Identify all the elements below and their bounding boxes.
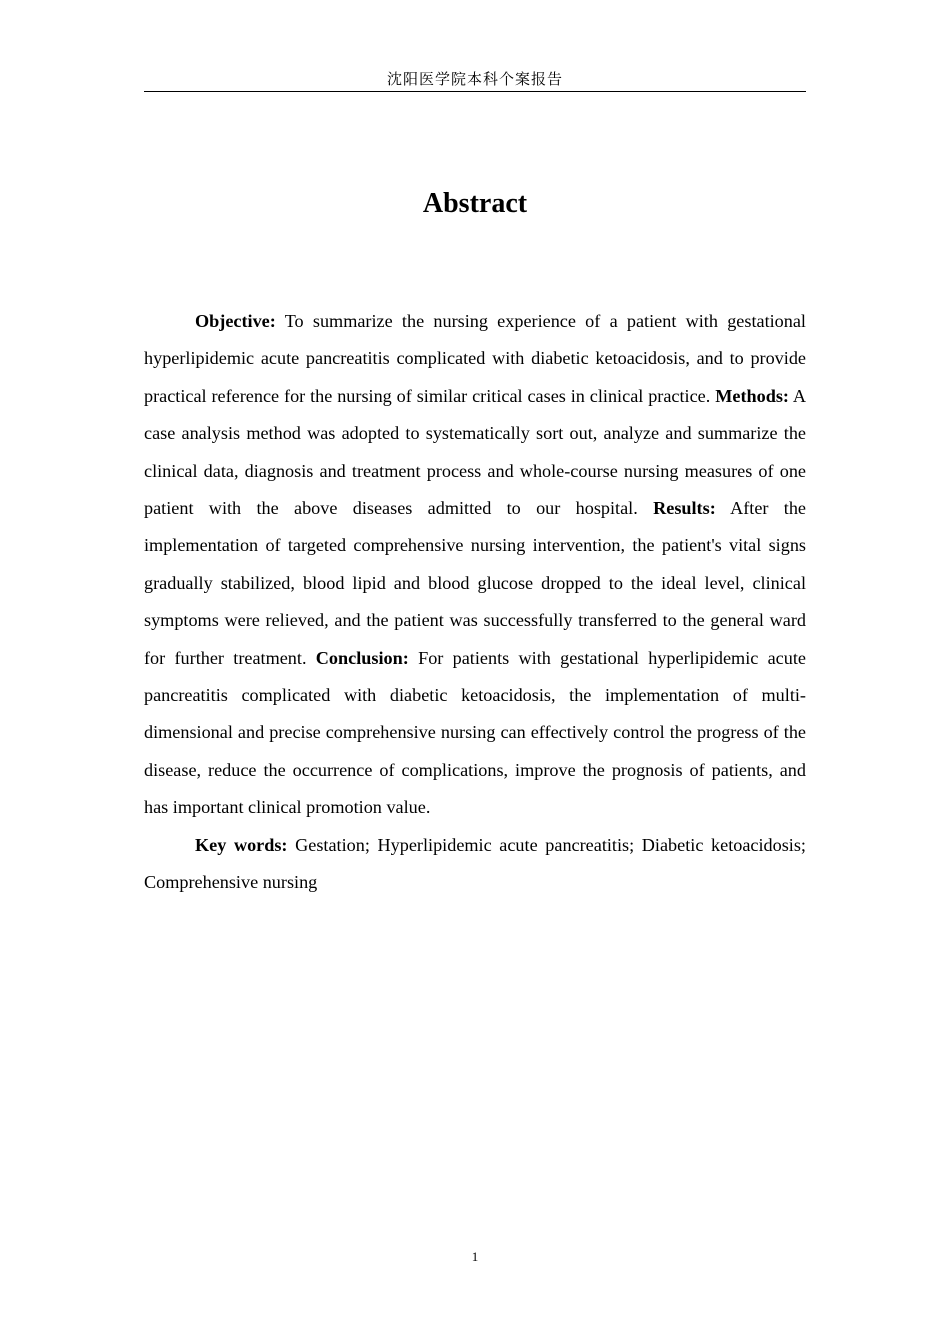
abstract-body <box>144 303 806 902</box>
conclusion-text: For patients with gestational hyperlipidemic acute pancreatitis complicated with diabetic ketoacidosis, the implementation of multi-dimensional and precise comprehensive nursing can effectively control the progress of the disease, reduce the occurrence of complications, improve the prognosis of patients, and has important clinical promotion value. <box>144 647 806 818</box>
running-header: 沈阳医学院本科个案报告 <box>386 70 563 88</box>
objective-label: Objective: <box>195 311 276 331</box>
conclusion-label: Conclusion: <box>315 647 409 668</box>
page-number: 1 <box>471 1249 479 1264</box>
keywords-paragraph <box>144 827 806 902</box>
objective-text: To summarize the nursing experience of a patient with gestational hyperlipidemic acute pancreatitis complicated with diabetic ketoacidosis, and to provide practical reference for the nursing of similar critical cases in clinical practice. <box>144 311 806 406</box>
results-text: After the implementation of targeted comprehensive nursing intervention, the patient's vital signs gradually stabilized, blood lipid and blood glucose dropped to the ideal level, clinical symptoms were relieved, and the patient was successfully transferred to the general ward for further treatment. <box>144 498 806 668</box>
abstract-paragraph <box>144 303 806 827</box>
page-title: Abstract <box>422 188 528 219</box>
methods-text: A case analysis method was adopted to systematically sort out, analyze and summarize the clinical data, diagnosis and treatment process and whole-course nursing measures of one patient with the above diseases admitted to our hospital. <box>144 385 806 519</box>
results-label: Results: <box>653 498 716 519</box>
methods-label: Methods: <box>715 385 789 406</box>
keywords-text: Gestation; Hyperlipidemic acute pancreatitis; Diabetic ketoacidosis; Comprehensive nursing <box>144 834 806 893</box>
keywords-label: Key words: <box>195 834 288 855</box>
header-rule <box>144 91 806 92</box>
